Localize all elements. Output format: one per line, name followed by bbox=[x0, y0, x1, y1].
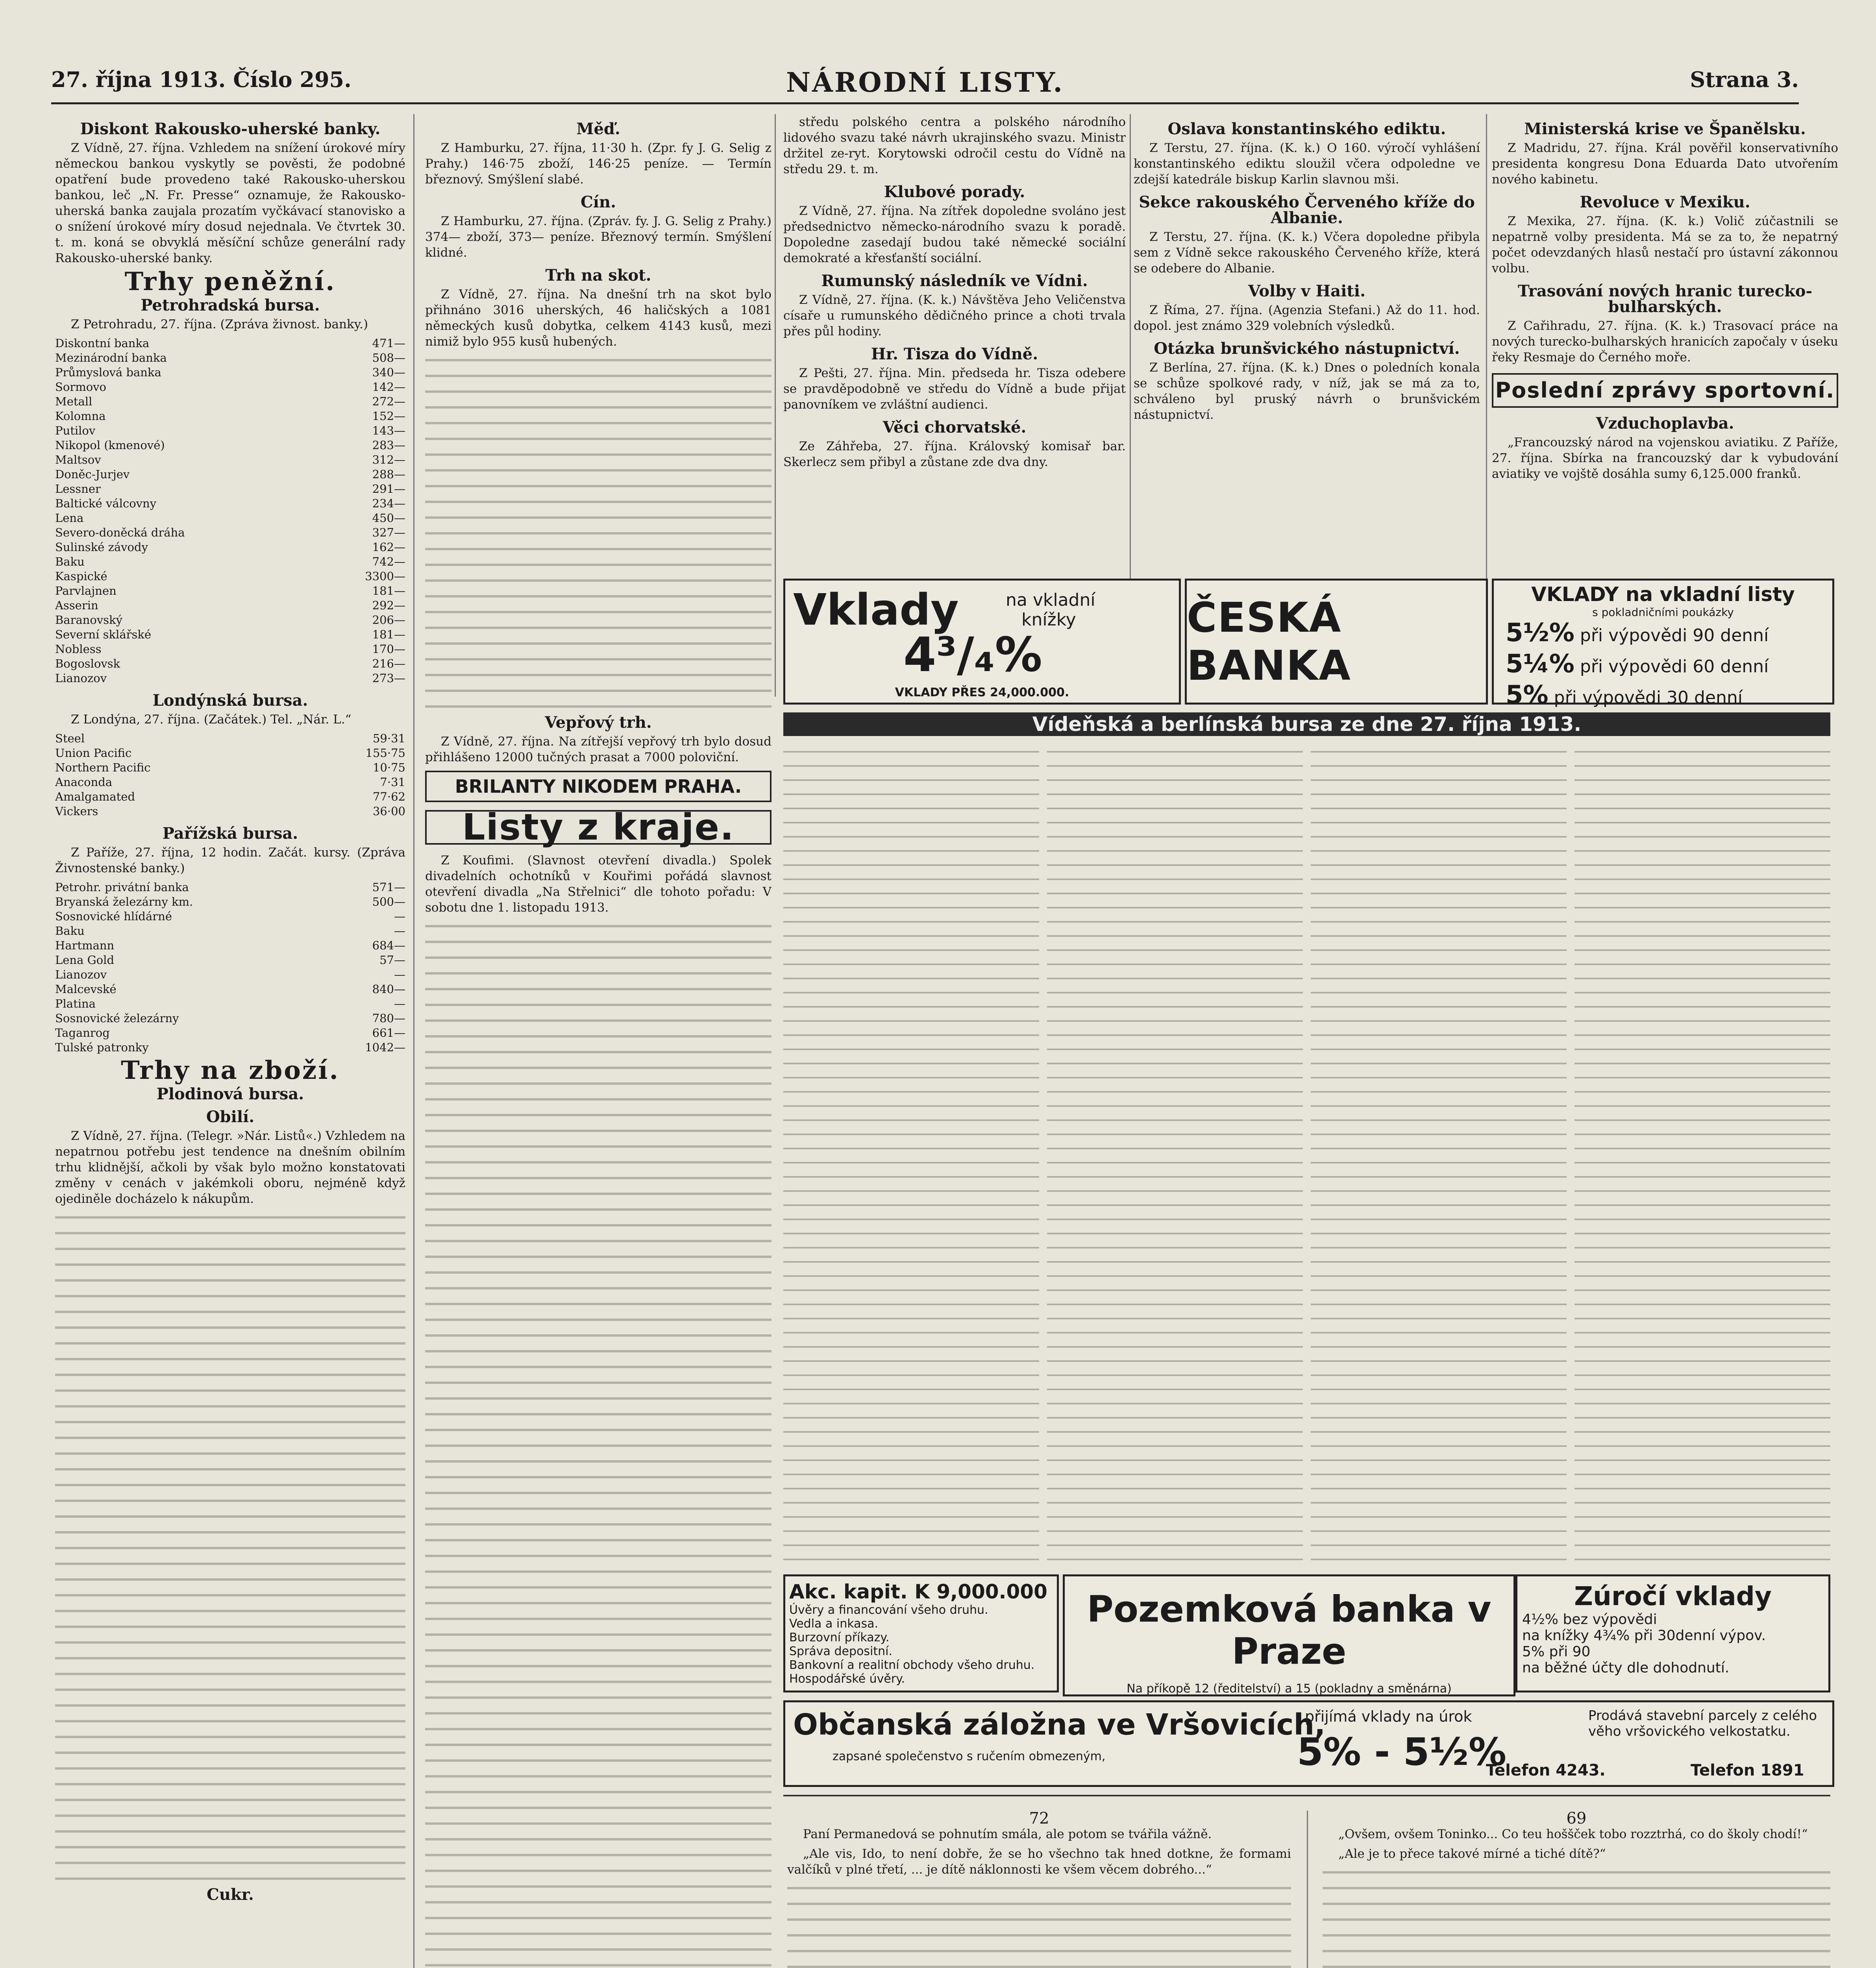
security-price: 273— bbox=[372, 671, 405, 685]
table-row bbox=[55, 380, 405, 394]
zuroci-line: 5% při 90 bbox=[1522, 1644, 1591, 1660]
bursa-tables bbox=[783, 744, 1830, 1567]
rate-text: při výpovědi 60 denní bbox=[1574, 657, 1769, 677]
feuilleton-text: Paní Permanedová se pohnutím smála, ale potom se tvářila vážně. bbox=[803, 1827, 1212, 1841]
table-row bbox=[55, 775, 405, 790]
table-row bbox=[55, 953, 405, 967]
vklady-title: Vklady bbox=[793, 584, 959, 635]
table-row bbox=[55, 1026, 405, 1040]
security-price: 508— bbox=[372, 351, 405, 364]
dense-text-block bbox=[425, 919, 771, 1968]
security-price: 684— bbox=[372, 939, 405, 952]
table-row bbox=[55, 1040, 405, 1055]
security-name: Severo-doněcká dráha bbox=[55, 526, 185, 539]
bursa-band-heading: Vídeňská a berlínská bursa ze dne 27. října 1913. bbox=[783, 712, 1830, 736]
rate-value: 5¼% bbox=[1506, 649, 1574, 679]
table-row bbox=[55, 511, 405, 525]
zuroci-line: na běžné účty dle dohodnutí. bbox=[1522, 1660, 1730, 1676]
security-price: 471— bbox=[372, 337, 405, 350]
table-row bbox=[55, 336, 405, 351]
table-row bbox=[55, 496, 405, 511]
table-row bbox=[55, 967, 405, 982]
security-price: 7·31 bbox=[380, 775, 405, 789]
security-price: — bbox=[394, 924, 405, 938]
security-price: 77·62 bbox=[372, 790, 405, 803]
headline: Sekce rakouského Červeného kříže do Albanie. bbox=[1139, 193, 1475, 227]
table-row bbox=[55, 642, 405, 657]
dense-text-block bbox=[55, 1211, 405, 1880]
headline: Plodinová bursa. bbox=[156, 1085, 304, 1103]
table-row bbox=[55, 895, 405, 909]
security-name: Lessner bbox=[55, 482, 101, 496]
security-price: 450— bbox=[372, 511, 405, 525]
page-header bbox=[51, 67, 1799, 104]
headline: Cukr. bbox=[207, 1885, 254, 1904]
vklady-ad bbox=[783, 579, 1181, 705]
article-text: Z Pešti, 27. října. Min. předseda hr. Tisza odebere se pravděpodobně ve středu do Vídně a bude přijat panovníkem ve zvláštní audienci. bbox=[783, 366, 1126, 412]
table-row bbox=[55, 1011, 405, 1026]
security-name: Lianozov bbox=[55, 671, 107, 685]
security-price: 840— bbox=[372, 982, 405, 996]
akc-services bbox=[789, 1603, 1053, 1686]
ceska-banka-ad bbox=[1185, 579, 1488, 705]
security-name: Steel bbox=[55, 732, 85, 745]
article-text: Z Paříže, 27. října, 12 hodin. Začát. kursy. (Zpráva Živnostenské banky.) bbox=[55, 845, 405, 875]
headline: Klubové porady. bbox=[884, 183, 1025, 201]
article-text: Z Koufimi. (Slavnost otevření divadla.) Spolek divadelních ochotníků v Kouřimi pořádá slavnost otevření divadla „Na Střelnici“ dle tohoto pořadu: V sobotu dne 1. listopadu 1913. bbox=[425, 853, 771, 915]
headline: Volby v Haiti. bbox=[1248, 282, 1366, 300]
article-text: Z Vídně, 27. října. (K. k.) Návštěva Jeho Veličenstva císaře u rumunského dědičného prince a choti trvala přes půl hodiny. bbox=[783, 293, 1126, 338]
obcanska-title: Občanská záložna ve Vršovicích, bbox=[793, 1708, 1326, 1742]
headline: Ministerská krise ve Španělsku. bbox=[1524, 120, 1806, 138]
brilanty-ad: BRILANTY NIKODEM PRAHA. bbox=[425, 771, 771, 802]
security-price: 292— bbox=[372, 599, 405, 612]
table-row bbox=[55, 627, 405, 642]
table-row bbox=[55, 409, 405, 424]
security-name: Nobless bbox=[55, 642, 102, 656]
vklady-foot: VKLADY PŘES 24,000.000. bbox=[895, 686, 1069, 699]
table-row bbox=[55, 424, 405, 438]
table-row bbox=[55, 453, 405, 467]
headline: Otázka brunšvického nástupnictví. bbox=[1154, 339, 1460, 358]
service-line: Úvěry a financování všeho druhu. bbox=[789, 1603, 988, 1617]
security-name: Anaconda bbox=[55, 775, 113, 789]
table-row bbox=[55, 555, 405, 569]
vklady-listy-rates bbox=[1494, 619, 1832, 712]
akc-kapital-ad bbox=[783, 1574, 1059, 1692]
headline: Revoluce v Mexiku. bbox=[1580, 193, 1750, 211]
table-row bbox=[55, 938, 405, 953]
security-name: Northern Pacific bbox=[55, 761, 151, 774]
security-price: 181— bbox=[372, 628, 405, 641]
security-name: Baltické válcovny bbox=[55, 497, 157, 510]
service-line: Správa depositní. bbox=[789, 1644, 892, 1658]
column-rule bbox=[1307, 1811, 1308, 1968]
akc-kapital: Akc. kapit. K 9,000.000 bbox=[789, 1580, 1047, 1603]
article-text: „Francouzský národ na vojenskou aviatiku. Z Paříže, 27. října. Sbírka na francouzský dar k vybudování aviatiky ve vojště dosáhla sumy 6,125.000 franků. bbox=[1492, 435, 1838, 481]
security-price: 780— bbox=[372, 1012, 405, 1025]
article-text: Z Hamburku, 27. října. (Zpráv. fy. J. G. Selig z Prahy.) 374— zboží, 373— peníze. Březnový termín. Smýšlení klidné. bbox=[425, 214, 771, 260]
headline: Petrohradská bursa. bbox=[141, 296, 320, 314]
security-name: Platina bbox=[55, 997, 96, 1010]
vklady-listy-sub: s pokladničními poukázky bbox=[1592, 606, 1734, 619]
security-name: Baku bbox=[55, 555, 85, 568]
table-row bbox=[55, 525, 405, 540]
obcanska-tel1: Telefon 4243. bbox=[1486, 1761, 1606, 1779]
headline: Věci chorvatské. bbox=[882, 418, 1027, 437]
security-name: Amalgamated bbox=[55, 790, 135, 803]
dense-text-block bbox=[787, 1881, 1291, 1968]
security-price: 206— bbox=[372, 613, 405, 627]
security-name: Union Pacific bbox=[55, 746, 132, 760]
zuroci-title: Zúročí vklady bbox=[1574, 1581, 1772, 1611]
security-name: Bryanská železárny km. bbox=[55, 895, 193, 908]
security-price: 143— bbox=[372, 424, 405, 437]
headline: Diskont Rakousko-uherské banky. bbox=[80, 120, 381, 138]
table-row bbox=[55, 657, 405, 671]
feuilleton-text: „Ale je to přece takové mírné a tiché dítě?“ bbox=[1338, 1847, 1606, 1861]
security-price: 36·00 bbox=[372, 805, 405, 818]
security-name: Sosnovické železárny bbox=[55, 1012, 179, 1025]
feuilleton-right bbox=[1323, 1811, 1830, 1968]
security-price: 500— bbox=[372, 895, 405, 908]
headline: Oslava konstantinského ediktu. bbox=[1167, 120, 1446, 138]
security-name: Hartmann bbox=[55, 939, 115, 952]
pozemkova-banka-ad bbox=[1063, 1574, 1515, 1696]
obcanska-zalozna-ad bbox=[783, 1700, 1834, 1787]
article-text: Z Londýna, 27. října. (Začátek.) Tel. „Nár. L.“ bbox=[71, 712, 352, 727]
security-price: 288— bbox=[372, 468, 405, 481]
article-text: Z Mexika, 27. října. (K. k.) Volič zúčastnili se nepatrně volby presidenta. Má se za to, že nepatrný počet odevzdaných hlasů nestačí pro ústavní zákonnou volbu. bbox=[1492, 214, 1838, 276]
issue-date: 27. října 1913. Číslo 295. bbox=[51, 67, 352, 92]
security-name: Lianozov bbox=[55, 968, 107, 981]
article-text: Z Hamburku, 27. října, 11·30 h. (Zpr. fy J. G. Selig z Prahy.) 146·75 zboží, 146·25 peníze. — Termín březnový. Smýšlení slabé. bbox=[425, 141, 771, 187]
security-price: — bbox=[394, 997, 405, 1010]
headline: Londýnská bursa. bbox=[152, 691, 308, 710]
feuilleton-number: 72 bbox=[1029, 1811, 1049, 1827]
headline: Trh na skot. bbox=[545, 266, 651, 285]
article-text: Z Madridu, 27. října. Král pověřil konservativního presidenta kongresu Dona Eduarda Dato utvořením nového kabinetu. bbox=[1492, 141, 1838, 187]
rate-value: 5% bbox=[1506, 681, 1549, 710]
feuilleton-text: „Ale vis, Ido, to není dobře, že se ho všechno tak hned dotkne, že formami valčíků v plné třetí, ... je dítě náklonnosti ke všem věcem dobrého...“ bbox=[787, 1847, 1291, 1877]
headline: Měď. bbox=[576, 120, 620, 138]
security-price: 291— bbox=[372, 482, 405, 496]
table-row bbox=[55, 790, 405, 804]
table-row bbox=[55, 569, 405, 584]
article-text: Z Vídně, 27. října. Na zítřek dopoledne svoláno jest předsednictvo německo-národního svazu k poradě. Dopoledne zasedají budou také německé sociální demokraté a křesťanští sociální. bbox=[783, 204, 1126, 265]
security-price: 3300— bbox=[365, 570, 405, 583]
table-row bbox=[55, 438, 405, 453]
security-name: Baku bbox=[55, 924, 85, 938]
security-price: — bbox=[394, 910, 405, 923]
column-2 bbox=[425, 114, 771, 1968]
table-row bbox=[55, 598, 405, 613]
table-row bbox=[55, 997, 405, 1011]
zuroci-line: na knížky 4¾% při 30denní výpov. bbox=[1522, 1628, 1766, 1644]
security-name: Mezinárodní banka bbox=[55, 351, 167, 364]
security-name: Sosnovické hlídárné bbox=[55, 910, 172, 923]
security-price: 283— bbox=[372, 438, 405, 452]
obcanska-sub: zapsané společenstvo s ručením obmezeným, bbox=[833, 1750, 1106, 1763]
article-text: Z Vídně, 27. října. (Telegr. »Nár. Listů«.) Vzhledem na nepatrnou potřebu jest tendence na dnešním obilním trhu klidnější, ačkoli by však bylo možno konstatovati změny v cenách v jakémkoli oboru, nejméně když ojediněle docházelo k nákupům. bbox=[55, 1129, 405, 1206]
vklady-listy-title: VKLADY na vkladní listy bbox=[1531, 583, 1795, 606]
article-text: Z Berlína, 27. října. (K. k.) Dnes o poledních konala se schůze spolkové rady, v níž, jak se má za to, schváleno byl pruský návrh o brunšvickém nástupnictví. bbox=[1134, 361, 1480, 422]
article-text: Z Vídně, 27. října. Na zítřejší vepřový trh bylo dosud přihlášeno 12000 tučných prasat a 7000 poloviční. bbox=[425, 734, 771, 764]
bursa-table-column bbox=[1311, 744, 1567, 1567]
security-name: Asserin bbox=[55, 599, 98, 612]
service-line: Vedla a inkasa. bbox=[789, 1617, 878, 1631]
security-price: 340— bbox=[372, 366, 405, 379]
article-text: středu polského centra a polského národního lidového svazu také návrh ukrajinského svazu. Ministr držitel ze-ryt. Korytowski odročil cestu do Vídně na středu 29. t. m. bbox=[783, 115, 1126, 176]
article-text: Ze Záhřeba, 27. října. Královský komisař bar. Skerlecz sem přibyl a zůstane zde dva dny. bbox=[783, 439, 1126, 469]
section-heading: Trhy na zboží. bbox=[121, 1056, 340, 1085]
table-row bbox=[55, 584, 405, 598]
security-name: Lena Gold bbox=[55, 953, 115, 967]
security-name: Kolomna bbox=[55, 409, 106, 423]
security-price: 216— bbox=[372, 657, 405, 670]
table-row bbox=[55, 982, 405, 997]
table-row bbox=[55, 365, 405, 380]
obcanska-mid: přijímá vklady na úrok bbox=[1305, 1708, 1472, 1725]
security-price: 170— bbox=[372, 642, 405, 656]
security-name: Bogoslovsk bbox=[55, 657, 120, 670]
security-name: Lena bbox=[55, 511, 84, 525]
section-heading: Poslední zprávy sportovní. bbox=[1492, 373, 1838, 408]
security-name: Parvlajnen bbox=[55, 584, 117, 597]
security-price: — bbox=[394, 968, 405, 981]
table-row bbox=[55, 482, 405, 496]
page-number: Strana 3. bbox=[1690, 67, 1799, 92]
article-text: Z Říma, 27. října. (Agenzia Stefani.) Až do 11. hod. dopol. jest známo 329 volebních výsledků. bbox=[1134, 303, 1480, 333]
security-name: Kaspické bbox=[55, 570, 107, 583]
table-row bbox=[55, 924, 405, 938]
table-row bbox=[55, 880, 405, 895]
security-price: 742— bbox=[372, 555, 405, 568]
feuilleton-text: „Ovšem, ovšem Toninko... Co teu hoššček tobo rozztrhá, co do školy chodí!“ bbox=[1338, 1827, 1808, 1841]
obcanska-rate: 5% - 5½% bbox=[1297, 1730, 1507, 1774]
security-name: Petrohr. privátní banka bbox=[55, 880, 189, 894]
security-name: Sormovo bbox=[55, 380, 106, 394]
zuroci-ad bbox=[1515, 1574, 1830, 1692]
column-rule bbox=[775, 114, 776, 697]
petrohrad-bursa-table bbox=[55, 336, 405, 686]
rate-text: při výpovědi 90 denní bbox=[1574, 625, 1769, 646]
headline: Vepřový trh. bbox=[545, 713, 652, 732]
table-row bbox=[55, 760, 405, 775]
dense-text-block bbox=[1323, 1866, 1830, 1968]
headline: Rumunský následník ve Vídni. bbox=[821, 272, 1088, 290]
article-text: Z Cařihradu, 27. října. (K. k.) Trasovací práce na nových turecko-bulharských hranicích započaly v úseku řeky Resmaje do Černého moře. bbox=[1492, 319, 1838, 364]
table-row bbox=[55, 909, 405, 924]
vklady-sub2: knížky bbox=[1021, 610, 1076, 630]
rate-value: 5½% bbox=[1506, 618, 1574, 647]
security-price: 142— bbox=[372, 380, 405, 394]
security-name: Taganrog bbox=[55, 1026, 110, 1039]
bursa-table-column bbox=[783, 744, 1039, 1567]
zuroci-line: 4½% bez výpovědi bbox=[1522, 1611, 1657, 1628]
feuilleton-number: 69 bbox=[1566, 1811, 1587, 1827]
table-row bbox=[55, 613, 405, 627]
table-row bbox=[55, 731, 405, 746]
feuilleton-rule bbox=[783, 1795, 1830, 1796]
security-price: 312— bbox=[372, 453, 405, 466]
bursa-table-column bbox=[1047, 744, 1303, 1567]
headline: Hr. Tisza do Vídně. bbox=[871, 345, 1038, 363]
security-name: Maltsov bbox=[55, 453, 101, 466]
headline: Obilí. bbox=[206, 1108, 255, 1126]
rate-row bbox=[1506, 681, 1832, 712]
security-name: Doněc-Jurjev bbox=[55, 468, 130, 481]
article-text: Z Vídně, 27. října. Na dnešní trh na skot bylo přihnáno 3016 uherských, 46 haličských a 1081 německých kusů dobytka, celkem 4143 kusů, mezi nimiž bylo 955 kusů hubených. bbox=[425, 287, 771, 349]
security-price: 152— bbox=[372, 409, 405, 423]
security-price: 155·75 bbox=[365, 746, 405, 760]
rate-row bbox=[1506, 650, 1832, 681]
rate-row bbox=[1506, 619, 1832, 650]
dense-text-block bbox=[425, 353, 771, 708]
security-price: 234— bbox=[372, 497, 405, 510]
table-row bbox=[55, 746, 405, 760]
security-price: 59·31 bbox=[372, 732, 405, 745]
security-price: 1042— bbox=[365, 1041, 405, 1054]
article-text: Z Terstu, 27. října. (K. k.) O 160. výročí vyhlášení konstantinského ediktu sloužil včera odpoledne ve zdejší katedrále biskup Karlin slavnou mši. bbox=[1134, 141, 1480, 187]
masthead-title: NÁRODNÍ LISTY. bbox=[786, 67, 1064, 98]
security-name: Tulské patronky bbox=[55, 1041, 149, 1054]
section-heading: Trhy peněžní. bbox=[124, 267, 336, 296]
table-row bbox=[55, 351, 405, 365]
column-rule bbox=[413, 114, 414, 1968]
security-price: 571— bbox=[372, 880, 405, 894]
security-name: Průmyslová banka bbox=[55, 366, 161, 379]
obcanska-right: Prodává stavební parcely z celého věho vršovického velkostatku. bbox=[1588, 1708, 1817, 1739]
dense-text-block bbox=[55, 1906, 405, 1909]
table-row bbox=[55, 804, 405, 819]
security-name: Metall bbox=[55, 395, 93, 408]
ceska-banka-title: ČESKÁ BANKA bbox=[1187, 594, 1351, 690]
security-name: Baranovský bbox=[55, 613, 123, 627]
security-price: 327— bbox=[372, 526, 405, 539]
paris-bursa-table bbox=[55, 880, 405, 1055]
rate-text: při výpovědi 30 denní bbox=[1548, 688, 1743, 708]
security-name: Sulinské závody bbox=[55, 540, 148, 554]
security-name: Putilov bbox=[55, 424, 96, 437]
table-row bbox=[55, 394, 405, 409]
table-row bbox=[55, 671, 405, 686]
vklady-rate: 4³/₄% bbox=[903, 628, 1042, 683]
security-price: 181— bbox=[372, 584, 405, 597]
security-price: 661— bbox=[372, 1026, 405, 1039]
pozemkova-address: Na příkopě 12 (ředitelství) a 15 (pokladny a směnárna) bbox=[1127, 1682, 1452, 1696]
service-line: Burzovní příkazy. bbox=[789, 1631, 890, 1644]
article-text: Z Petrohradu, 27. října. (Zpráva živnost. banky.) bbox=[71, 317, 368, 331]
security-name: Diskontní banka bbox=[55, 337, 150, 350]
headline: Vzduchoplavba. bbox=[1596, 414, 1734, 433]
security-name: Severní sklářské bbox=[55, 628, 152, 641]
obcanska-tel2: Telefon 1891 bbox=[1691, 1761, 1804, 1779]
security-price: 272— bbox=[372, 395, 405, 408]
security-name: Vickers bbox=[55, 805, 98, 818]
bursa-table-column bbox=[1574, 744, 1830, 1567]
section-heading: Listy z kraje. bbox=[425, 810, 771, 845]
vklady-listy-ad bbox=[1492, 579, 1834, 710]
column-1 bbox=[55, 114, 405, 1909]
feuilleton-left bbox=[787, 1811, 1291, 1968]
pozemkova-title: Pozemková banka v Praze bbox=[1087, 1588, 1491, 1672]
headline: Cín. bbox=[580, 193, 616, 211]
security-price: 57— bbox=[379, 953, 405, 967]
article-text: Z Vídně, 27. října. Vzhledem na snížení úrokové míry německou bankou vyskytly se pověsti, že podobné opatření bude provedeno také Rakousko-uherskou bankou, leč „N. Fr. Presse“ oznamuje, že Rakousko-uherská banka zaujala prozatím vyčkávací stanovisko a o snížení úrokové míry dosud nejednala. Ve čtvrtek 30. t. m. koná se obvyklá měsíční schůze generální rady Rakousko-uherské banky. bbox=[55, 141, 405, 265]
table-row bbox=[55, 540, 405, 555]
service-line: Bankovní a realitní obchody všeho druhu. Hospodářské úvěry. bbox=[789, 1658, 1035, 1686]
security-name: Malcevské bbox=[55, 982, 117, 996]
vklady-sub1: na vkladní bbox=[1006, 590, 1095, 610]
table-row bbox=[55, 467, 405, 482]
security-price: 162— bbox=[372, 540, 405, 554]
headline: Pařížská bursa. bbox=[162, 824, 298, 843]
london-bursa-table bbox=[55, 731, 405, 819]
security-name: Nikopol (kmenové) bbox=[55, 438, 165, 452]
article-text: Z Terstu, 27. října. (K. k.) Včera dopoledne přibyla sem z Vídně sekce rakouského Červeného kříže, která se odebere do Albanie. bbox=[1134, 230, 1480, 276]
security-price: 10·75 bbox=[372, 761, 405, 774]
headline: Trasování nových hranic turecko-bulharských. bbox=[1517, 282, 1813, 316]
